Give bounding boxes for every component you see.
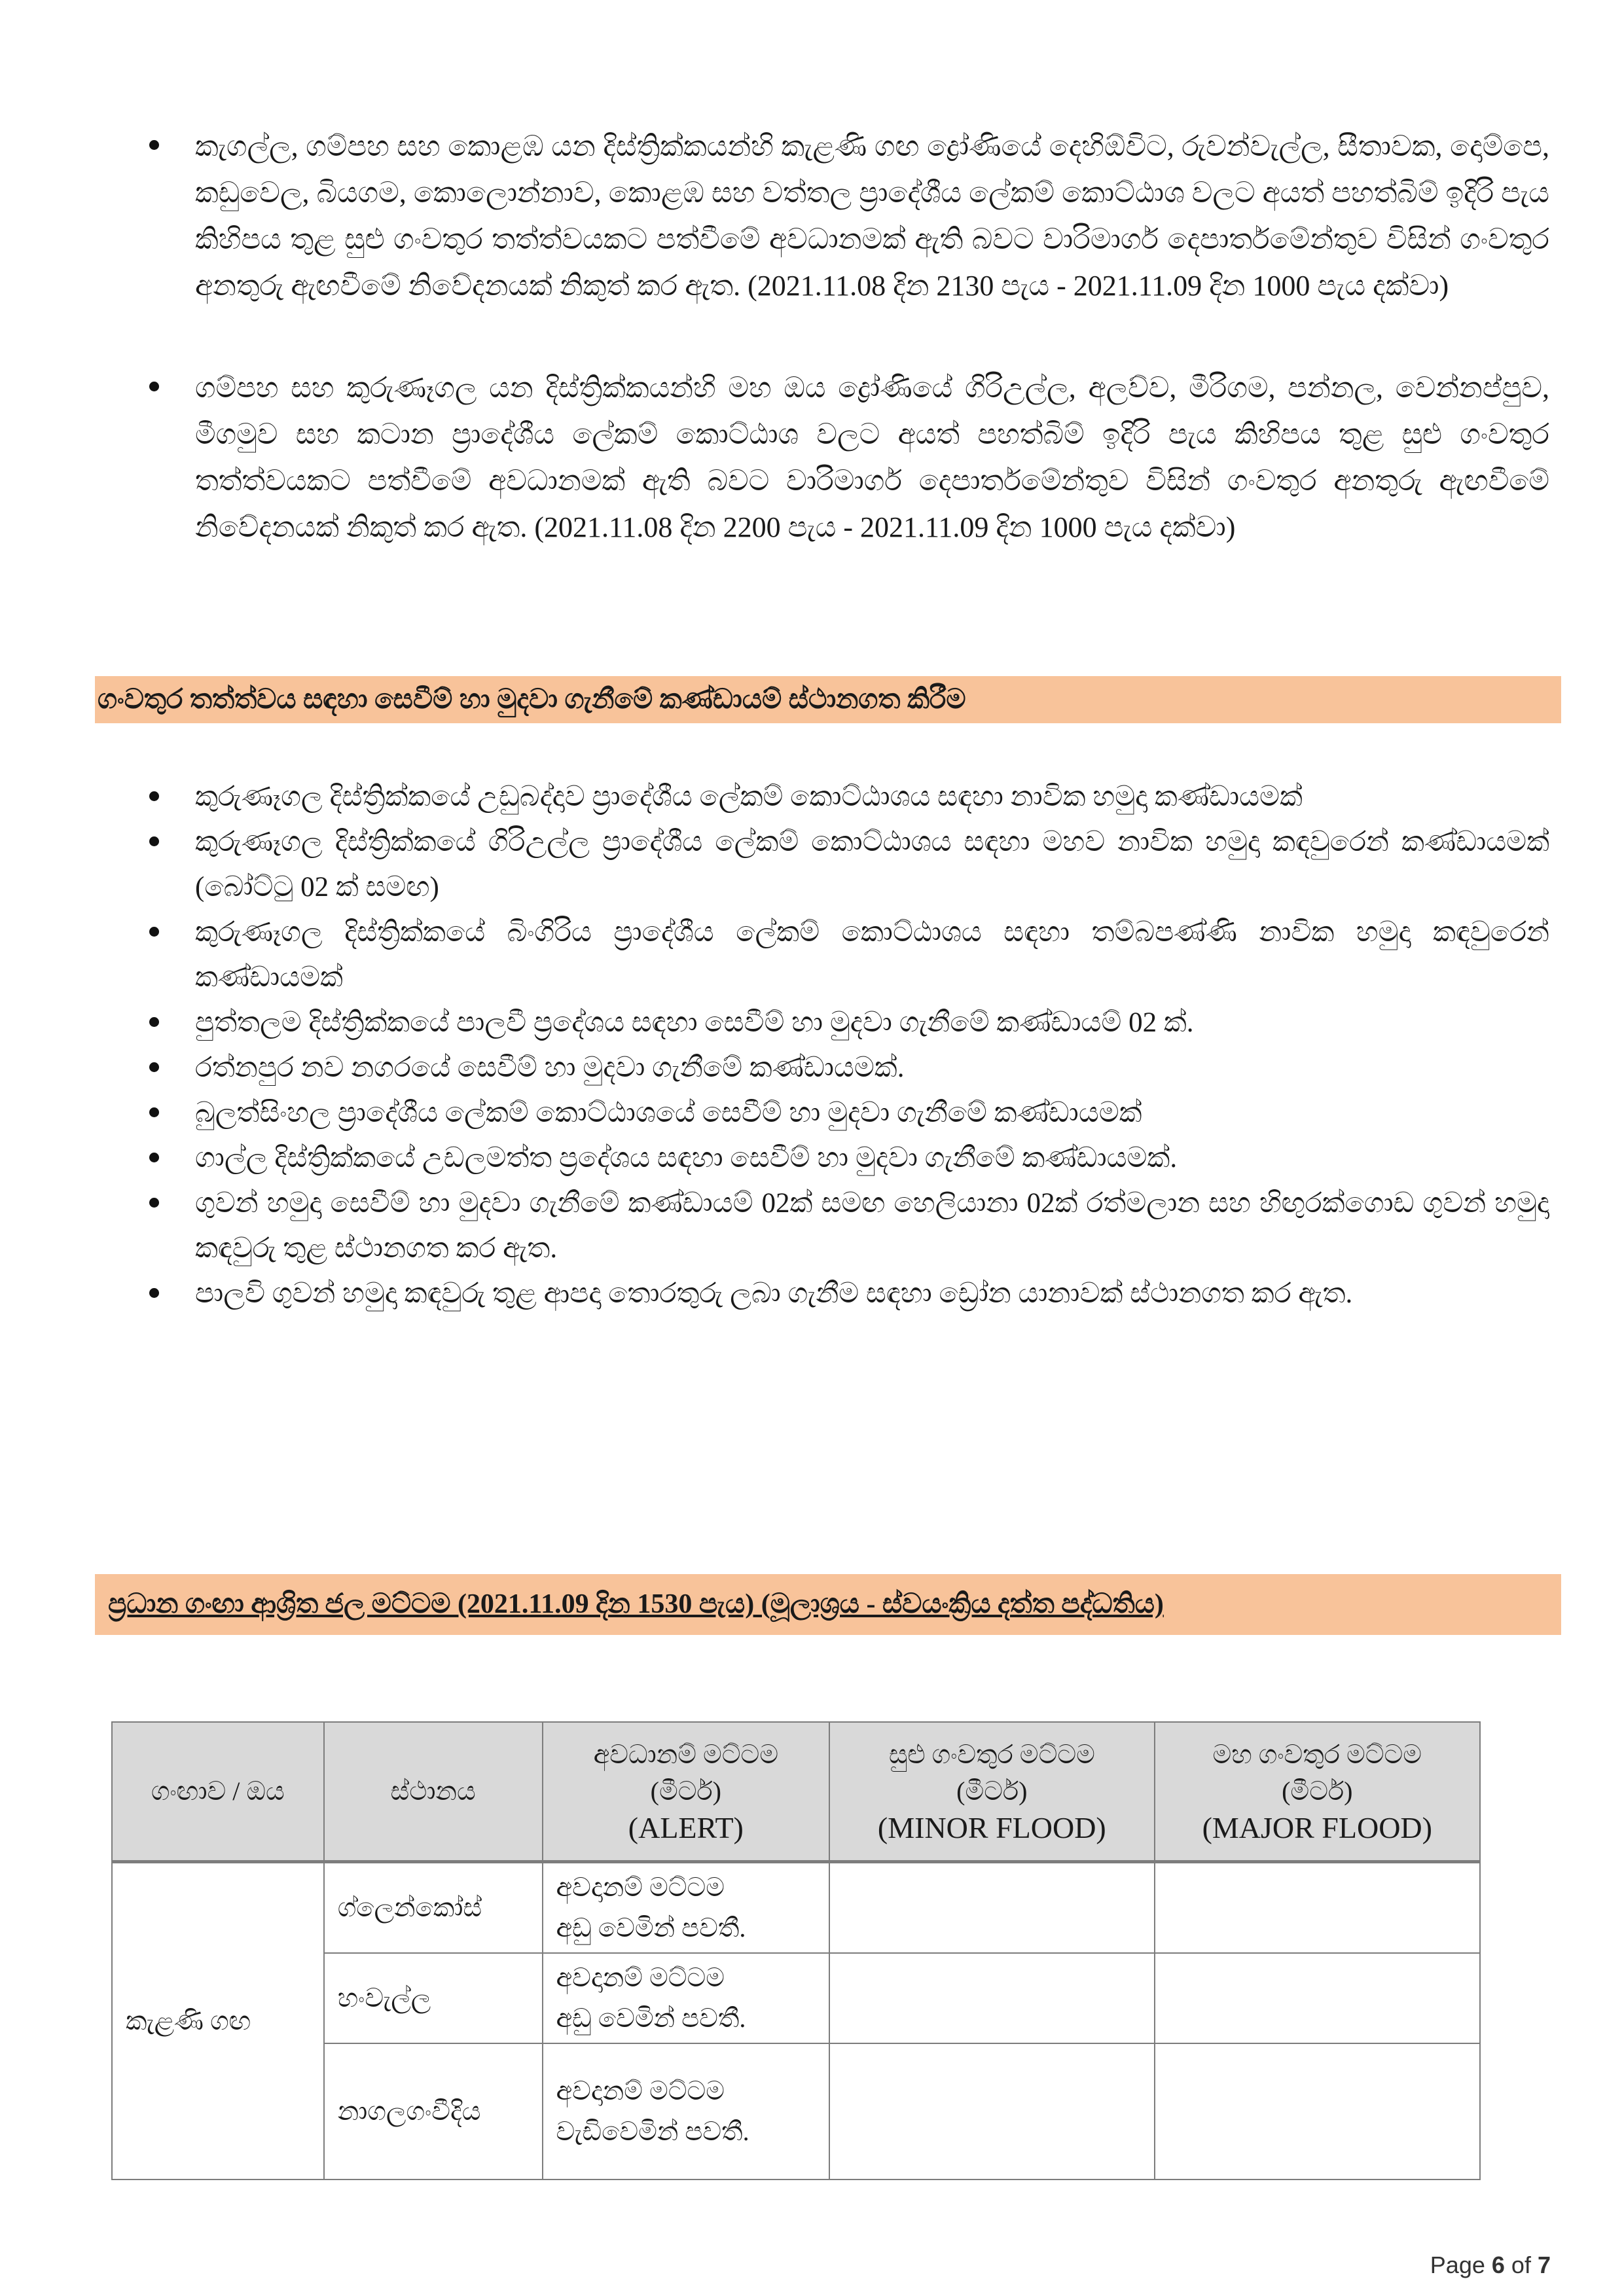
deployment-item: ගුවන් හමුදා සෙවීම් හා මුදවා ගැනීමේ කණ්ඩායම් 02ක් සමඟ හෙලියානා 02ක් රත්මලාන සහ හිඟුරක්ගොඩ ගුවන් හමුදා කඳවුරු තුළ ස්ථානගත කර ඇත. <box>0 1181 1624 1271</box>
header-alert: අවධානම් මට්ටම (මීටර්) (ALERT) <box>543 1722 830 1862</box>
deployment-item: රත්නපුර නව නගරයේ සෙවීම් හා මුදවා ගැනීමේ කණ්ඩායමක්. <box>0 1045 1624 1090</box>
major-flood-cell <box>1155 1862 1480 1954</box>
deployment-item: කුරුණෑගල දිස්ත්‍රික්කයේ ගිරිඋල්ල ප්‍රාදේශීය ලේකම් කොට්ඨාශය සඳහා මහව නාවික හමුදා කඳවුරෙන් කණ්ඩායමක් (බෝට්ටු 02 ක් සමඟ) <box>0 819 1624 910</box>
deployment-item: ගාල්ල දිස්ත්‍රික්කයේ උඩලමත්ත ප්‍රදේශය සඳහා සෙවීම් හා මුදවා ගැනීමේ කණ්ඩායමක්. <box>0 1136 1624 1181</box>
minor-flood-cell <box>829 1953 1154 2043</box>
alert-status-cell: අවදානම් මට්ටම අඩු වෙමින් පවතී. <box>543 1862 830 1954</box>
minor-flood-cell <box>829 2043 1154 2179</box>
table-header-row <box>112 1722 1480 1862</box>
deployment-item: පුත්තලම දිස්ත්‍රික්කයේ පාලවී ප්‍රදේශය සඳහා සෙවීම් හා මුදවා ගැනීමේ කණ්ඩායම් 02 ක්. <box>0 1000 1624 1045</box>
station-cell: ග්ලෙන්කෝස් <box>324 1862 543 1954</box>
flood-warning-list <box>0 123 1624 550</box>
page-number: Page 6 of 7 <box>1430 2251 1551 2278</box>
header-station: ස්ථානය <box>324 1722 543 1862</box>
header-river: ගංඟාව / ඔය <box>112 1722 324 1862</box>
deployment-list <box>0 774 1624 1316</box>
water-levels-title: ප්‍රධාන ගංඟා ආශ්‍රිත ජල මට්ටම (2021.11.09 දින 1530 පැය) (මූලාශ්‍රය - ස්වයංක්‍රිය දත්ත පද්ධතිය) <box>108 1589 1164 1619</box>
header-major-flood: මහ ගංවතුර මට්ටම (මීටර්) (MAJOR FLOOD) <box>1155 1722 1480 1862</box>
flood-warning-item: ගම්පහ සහ කුරුණෑගල යන දිස්ත්‍රික්කයන්හි මහ ඔය ද්‍රෝණියේ ගිරිඋල්ල, අලව්ව, මීරිගම, පන්නල, වෙන්නප්පුව, මීගමුව සහ කටාන ප්‍රාදේශීය ලේකම් කොට්ඨාශ වලට අයත් පහත්බිම් ඉදිරි පැය කිහිපය තුළ සුළු ගංවතුර තත්ත්වයකට පත්වීමේ අවධානමක් ඇති බවට වාරිමාර්ග දෙපාර්තමේන්තුව විසින් ගංවතුර අනතුරු ඇඟවීමේ නිවේදනයක් නිකුත් කර ඇත. (2021.11.08 දින 2200 පැය - 2021.11.09 දින 1000 පැය දක්වා) <box>0 365 1624 550</box>
deploy-section-heading: ගංවතුර තත්ත්වය සඳහා සෙවීම් හා මුදවා ගැනීමේ කණ්ඩායම් ස්ථානගත කිරීම <box>95 676 1561 723</box>
water-levels-table <box>111 1721 1481 2180</box>
minor-flood-cell <box>829 1862 1154 1954</box>
major-flood-cell <box>1155 2043 1480 2179</box>
water-levels-section-heading <box>95 1574 1561 1635</box>
major-flood-cell <box>1155 1953 1480 2043</box>
deployment-item: කුරුණෑගල දිස්ත්‍රික්කයේ උඩුබද්දාව ප්‍රාදේශීය ලේකම් කොට්ඨාශය සඳහා නාවික හමුදා කණ්ඩායමක් <box>0 774 1624 819</box>
flood-warning-item: කැගල්ල, ගම්පහ සහ කොළඹ යන දිස්ත්‍රික්කයන්හි කැළණි ගඟ ද්‍රෝණියේ දෙහිඕවිට, රුවන්වැල්ල, සීතාවක, දොම්පෙ, කඩුවෙල, බියගම, කොලොන්නාව, කොළඹ සහ වත්තල ප්‍රාදේශීය ලේකම් කොට්ඨාශ වලට අයත් පහත්බිම් ඉදිරි පැය කිහිපය තුළ සුළු ගංවතුර තත්ත්වයකට පත්වීමේ අවධානමක් ඇති බවට වාරිමාර්ග දෙපාර්තමේන්තුව විසින් ගංවතුර අනතුරු ඇඟවීමේ නිවේදනයක් නිකුත් කර ඇත. (2021.11.08 දින 2130 පැය - 2021.11.09 දින 1000 පැය දක්වා) <box>0 123 1624 309</box>
station-cell: නාගලගංවීදිය <box>324 2043 543 2179</box>
deployment-item: පාලවි ගුවන් හමුදා කඳවුරු තුළ ආපදා තොරතුරු ලබා ගැනීම සඳහා ඩ්‍රෝන යානාවක් ස්ථානගත කර ඇත. <box>0 1271 1624 1316</box>
table-row <box>112 1862 1480 1954</box>
deployment-item: බුලත්සිංහල ප්‍රාදේශීය ලේකම් කොට්ඨාශයේ සෙවීම් හා මුදවා ගැනීමේ කණ්ඩායමක් <box>0 1090 1624 1136</box>
station-cell: හංවැල්ල <box>324 1953 543 2043</box>
river-name-cell: කැළණි ගඟ <box>112 1862 324 2180</box>
deployment-item: කුරුණෑගල දිස්ත්‍රික්කයේ බිංගිරිය ප්‍රාදේශීය ලේකම් කොට්ඨාශය සඳහා තම්බපණ්ණි නාවික හමුදා කඳවුරෙන් කණ්ඩායමක් <box>0 910 1624 1000</box>
alert-status-cell: අවදානම් මට්ටම අඩු වෙමින් පවතී. <box>543 1953 830 2043</box>
header-minor-flood: සුළු ගංවතුර මට්ටම (මීටර්) (MINOR FLOOD) <box>829 1722 1154 1862</box>
alert-status-cell: අවදානම් මට්ටම වැඩිවෙමින් පවතී. <box>543 2043 830 2179</box>
